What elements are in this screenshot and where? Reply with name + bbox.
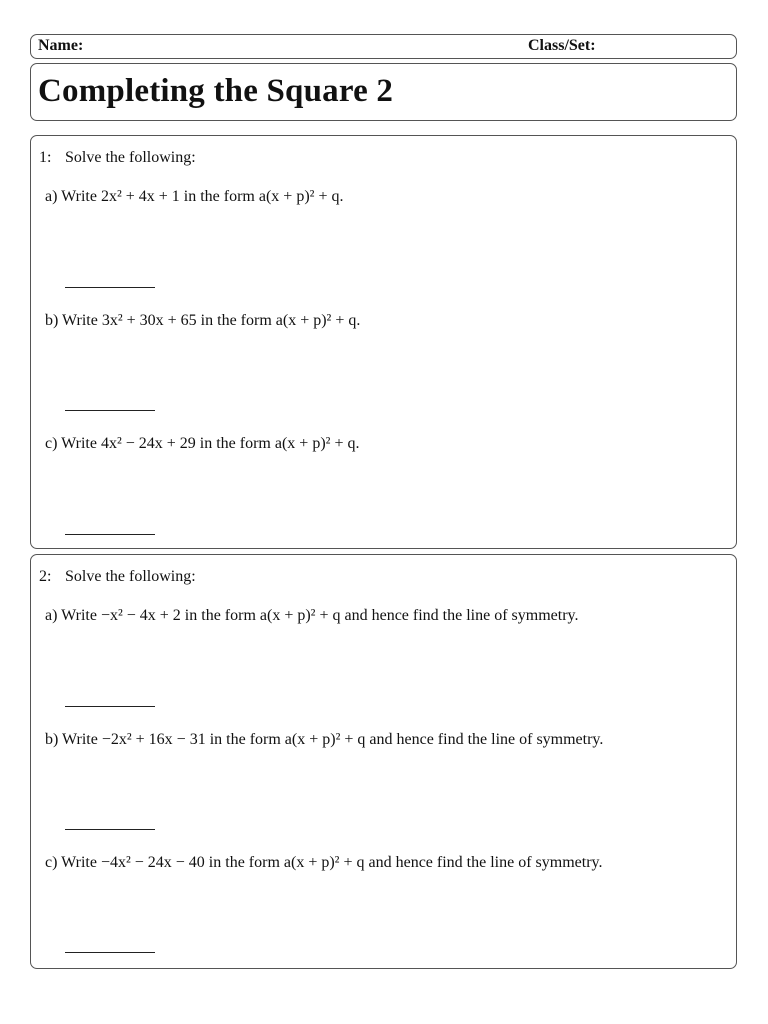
question-1-number: 1: bbox=[39, 149, 52, 166]
question-2-section bbox=[30, 554, 737, 969]
part-text: Write 4x² − 24x + 29 in the form a(x + p)² + q. bbox=[61, 435, 360, 452]
answer-line-2c[interactable] bbox=[65, 952, 155, 953]
part-label: b) bbox=[45, 312, 59, 329]
question-1-instruction: Solve the following: bbox=[65, 149, 196, 166]
question-2-instruction: Solve the following: bbox=[65, 568, 196, 585]
question-2-heading bbox=[39, 568, 196, 586]
question-1b bbox=[45, 312, 360, 330]
name-class-bar bbox=[30, 34, 737, 59]
part-text: Write 2x² + 4x + 1 in the form a(x + p)² + q. bbox=[61, 188, 344, 205]
question-2c bbox=[45, 854, 603, 872]
answer-line-1c[interactable] bbox=[65, 534, 155, 535]
answer-line-2a[interactable] bbox=[65, 706, 155, 707]
name-label: Name: bbox=[38, 37, 84, 54]
part-text: Write 3x² + 30x + 65 in the form a(x + p)² + q. bbox=[62, 312, 361, 329]
part-label: a) bbox=[45, 188, 58, 205]
question-1a bbox=[45, 188, 343, 206]
question-2-number: 2: bbox=[39, 568, 52, 585]
question-1c bbox=[45, 435, 359, 453]
part-label: c) bbox=[45, 854, 58, 871]
page-title: Completing the Square 2 bbox=[38, 73, 394, 109]
part-text: Write −x² − 4x + 2 in the form a(x + p)² + q and hence find the line of symmetry. bbox=[61, 607, 579, 624]
question-2a bbox=[45, 607, 579, 625]
part-label: b) bbox=[45, 731, 59, 748]
class-set-label: Class/Set: bbox=[528, 37, 596, 54]
part-label: c) bbox=[45, 435, 58, 452]
part-text: Write −4x² − 24x − 40 in the form a(x + p)² + q and hence find the line of symmetry. bbox=[61, 854, 603, 871]
question-1-heading bbox=[39, 149, 196, 167]
part-text: Write −2x² + 16x − 31 in the form a(x + p)² + q and hence find the line of symmetry. bbox=[62, 731, 604, 748]
question-2b bbox=[45, 731, 603, 749]
title-box bbox=[30, 63, 737, 121]
answer-line-1b[interactable] bbox=[65, 410, 155, 411]
part-label: a) bbox=[45, 607, 58, 624]
answer-line-1a[interactable] bbox=[65, 287, 155, 288]
answer-line-2b[interactable] bbox=[65, 829, 155, 830]
question-1-section bbox=[30, 135, 737, 549]
